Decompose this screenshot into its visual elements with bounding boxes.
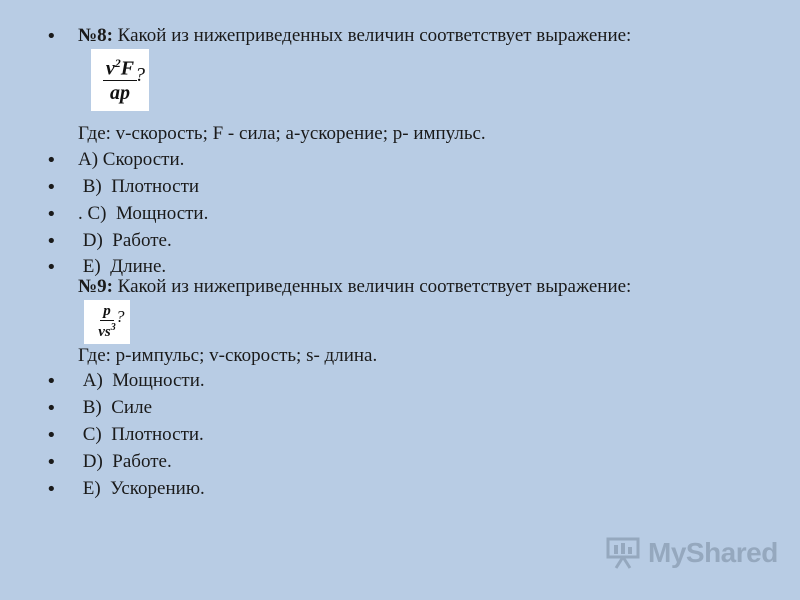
- formula-9-numerator: p: [100, 304, 114, 321]
- bullet: •: [46, 371, 57, 392]
- question-9-where: Где: р-импульс; v-скорость; s- длина.: [78, 345, 378, 366]
- question-8-option-e: Е) Длине.: [78, 256, 167, 277]
- bullet: •: [46, 150, 57, 171]
- watermark-text: MyShared: [648, 537, 778, 568]
- question-8-number: №8:: [78, 25, 113, 46]
- question-9-option-c: С) Плотности.: [78, 424, 204, 445]
- bullet: •: [46, 257, 57, 278]
- bullet: •: [46, 452, 57, 473]
- question-9-number: №9:: [78, 276, 113, 297]
- bullet: •: [46, 231, 57, 252]
- bullet: •: [46, 204, 57, 225]
- question-9-title: Какой из нижеприведенных величин соответствует выражение:: [117, 276, 632, 297]
- question-8-option-b: В) Плотности: [78, 176, 200, 197]
- question-8-option-c: . С) Мощности.: [78, 203, 209, 224]
- question-8-where: Где: v-скорость; F - сила; a-ускорение; p- импульс.: [78, 123, 486, 144]
- question-8-heading: [78, 25, 631, 47]
- question-8-option-d: D) Работе.: [78, 230, 172, 251]
- formula-8-question-mark: ?: [135, 64, 145, 86]
- presentation-board-icon: [606, 536, 642, 570]
- bullet: •: [46, 425, 57, 446]
- bullet: •: [46, 177, 57, 198]
- question-9-option-e: Е) Ускорению.: [78, 478, 205, 499]
- question-9-heading: [78, 276, 631, 298]
- question-9-option-d: D) Работе.: [78, 451, 172, 472]
- formula-9-denominator: $vs^3$: [98, 322, 116, 340]
- formula-8-denominator: ap: [109, 81, 130, 104]
- formula-8-numerator: $v^2F$: [103, 57, 137, 81]
- bullet: •: [46, 398, 57, 419]
- question-8-title: Какой из нижеприведенных величин соответствует выражение:: [117, 25, 632, 46]
- watermark-logo: [606, 536, 778, 570]
- question-9-option-b: В) Силе: [78, 397, 153, 418]
- question-8-option-a: А) Скорости.: [78, 149, 185, 170]
- bullet: •: [46, 479, 57, 500]
- question-9-option-a: А) Мощности.: [78, 370, 205, 391]
- formula-9-question-mark: ?: [116, 307, 125, 326]
- bullet: •: [46, 26, 57, 47]
